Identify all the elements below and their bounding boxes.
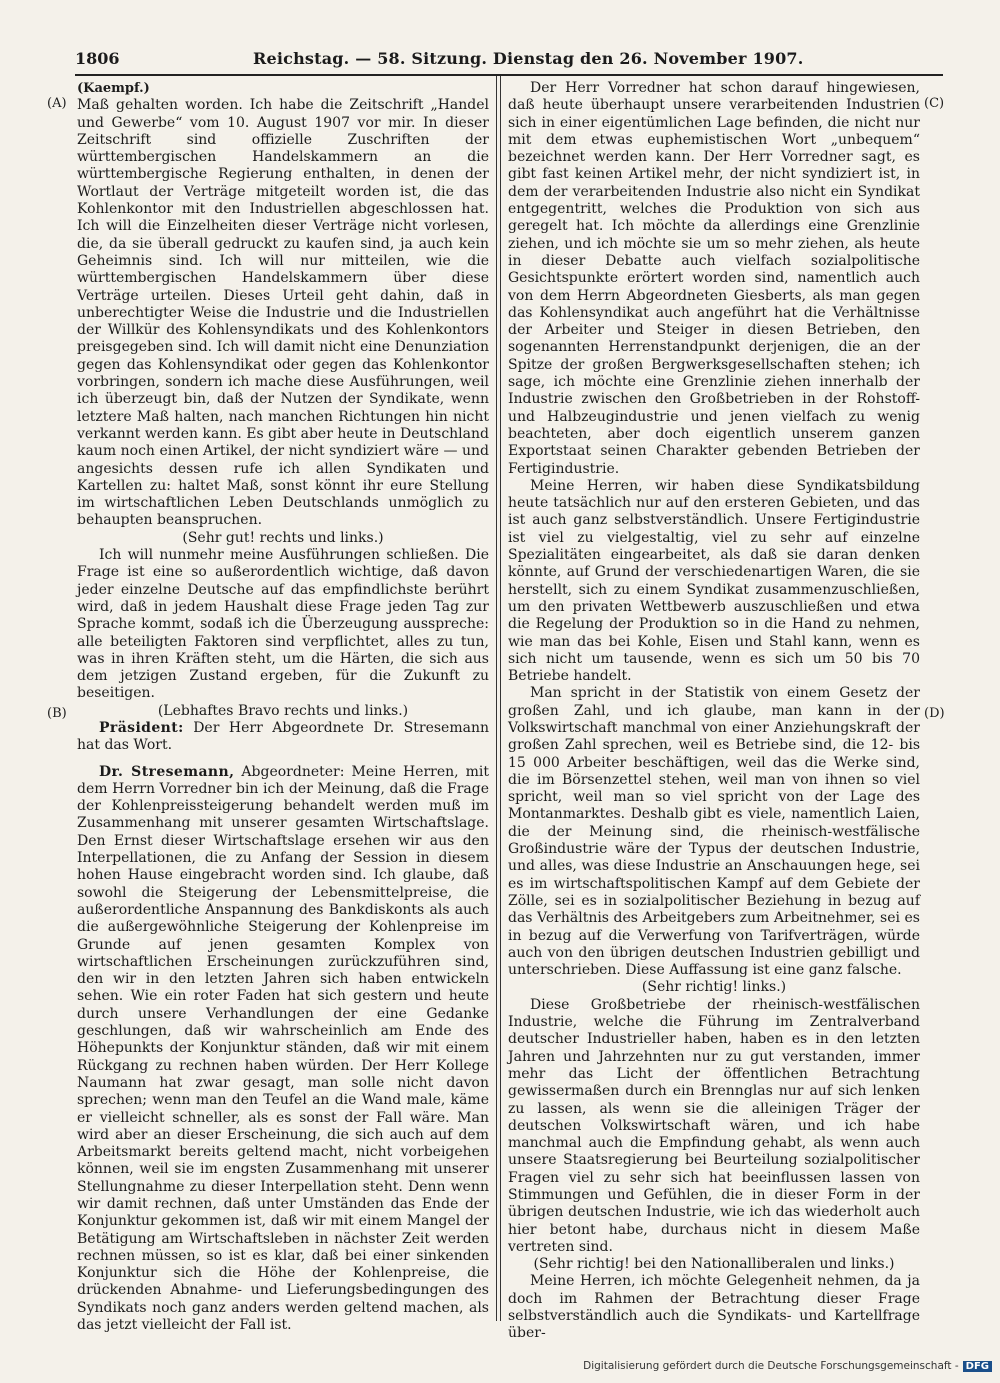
column-divider-inner	[500, 76, 501, 1321]
page-header	[75, 49, 943, 71]
speech-start	[77, 764, 489, 1335]
margin-marker-b: (B)	[47, 706, 67, 721]
dfg-logo-icon: DFG	[963, 1361, 992, 1372]
president-statement	[77, 720, 489, 755]
running-title: Reichstag. — 58. Sitzung. Dienstag den 26. November 1907.	[253, 49, 804, 68]
spacer	[77, 755, 489, 764]
annotation: (Lebhaftes Bravo rechts und links.)	[157, 702, 409, 719]
footer-text: Digitalisierung gefördert durch die Deutsche Forschungsgemeinschaft -	[583, 1360, 959, 1372]
annotation: (Sehr gut! rechts und links.)	[182, 529, 384, 546]
speech-text: Abgeordneter: Meine Herren, mit dem Herrn Vorredner bin ich der Meinung, daß die Frage der Kohlenpreissteigerung behandelt werden muß im Zusammenhang mit unserer gesamten Wirtschaftslage. Den Ernst dieser Wirtschaftslage ersehen wir aus den Interpellationen, die zu Anfang der Session in diesem hohen Hause eingebracht worden sind. Ich glaube, daß sowohl die Steigerung der Lebensmittelpreise, die außerordentliche Anspannung des Bankdiskonts als auch die außergewöhnliche Steigerung der Kohlenpreise im Grunde auf jenen gesamten Komplex von wirtschaftlichen Erscheinungen zurückzuführen sind, den wir in den letzten Jahren sich haben entwickeln sehen. Wie ein roter Faden hat sich gestern und heute durch unsere Verhandlungen der eine Gedanke geschlungen, daß wir wahrscheinlich am Ende des Höhepunkts der Konjunktur ständen, daß wir mit einem Rückgang zu rechnen haben würden. Der Herr Kollege Naumann hat zwar gesagt, man solle nicht davon sprechen; wenn man den Teufel an die Wand male, käme er vielleicht schneller, als es sonst der Fall wäre. Man wird aber an dieser Erscheinung, die sich auch auf dem Arbeitsmarkt bereits geltend macht, nicht vorbeigehen können, weil sie im engsten Zusammenhang mit unserer Stellungnahme zu dieser Interpellation steht. Denn wenn wir damit rechnen, daß unter Umständen das Ende der Konjunktur gekommen ist, daß wir mit einem Mangel der Betätigung am Wirtschaftsleben in nächster Zeit werden rechnen müssen, so ist es klar, daß bei einer sinkenden Konjunktur sich die Höhe der Kohlenpreise, die drückenden Abnahme- und Lieferungsbedingungen des Syndikats noch ganz anders werden geltend machen, als das jetzt vielleicht der Fall ist.	[77, 763, 490, 1334]
margin-marker-d: (D)	[924, 706, 945, 721]
header-rule	[75, 74, 943, 76]
paragraph: Meine Herren, wir haben diese Syndikatsbildung heute tatsächlich nur auf den ersteren Gebieten, und das ist auch ganz selbstverständlich. Unsere Fertigindustrie ist viel zu vielgestaltig, viel zu sehr auf einzelne Spezialitäten eingearbeitet, als daß sie daran denken könnte, auf Grund der verschiedenartigen Waren, die sie herstellt, sich zu einem Syndikat zusammenzuschließen, um den privaten Wettbewerb auszuschließen und etwa die Regelung der Produktion so in die Hand zu nehmen, wie man das bei Kohle, Eisen und Stahl kann, wenn es sich nicht um tausende, wenn es sich um 50 bis 70 Betriebe handelt.	[508, 477, 920, 685]
paragraph: Meine Herren, ich möchte Gelegenheit nehmen, da ja doch im Rahmen der Betrachtung dieser Frage selbstverständlich auch die Syndikats- und Kartellfrage über-	[508, 1273, 920, 1342]
speaker-name: Dr. Stresemann,	[99, 763, 235, 780]
right-column	[508, 80, 920, 1343]
funding-footer	[560, 1360, 992, 1378]
margin-marker-a: (A)	[47, 96, 67, 111]
paragraph: Ich will nunmehr meine Ausführungen schließen. Die Frage ist eine so außerordentlich wichtige, daß davon jeder einzelne Deutsche auf das empfindlichste berührt wird, daß in jedem Haushalt diese Frage jeden Tag zur Sprache kommt, sodaß ich die Überzeugung ausspreche: alle beteiligten Faktoren sind verpflichtet, alles zu tun, was in ihren Kräften steht, um die Härten, die sich aus dem jetzigen Zustand ergeben, für die Zukunft zu beseitigen.	[77, 547, 489, 702]
speaker-name: Präsident:	[99, 719, 184, 736]
page-number: 1806	[75, 49, 120, 68]
column-divider	[496, 76, 497, 1321]
speaker-continuation: (Kaempf.)	[77, 81, 150, 96]
margin-marker-c: (C)	[924, 96, 945, 111]
paragraph: Maß gehalten worden. Ich habe die Zeitschrift „Handel und Gewerbe“ vom 10. August 1907 vor mir. In dieser Zeitschrift sind offizielle Zuschriften der württembergischen Handelskammern an die württembergische Regierung enthalten, in denen der Wortlaut der Verträge mitgeteilt worden ist, die das Kohlenkontor mit den Industriellen abgeschlossen hat. Ich will die Einzelheiten dieser Verträge nicht vorlesen, die, da sie überall gedruckt zu kaufen sind, ja auch kein Geheimnis sind. Ich will nur mitteilen, wie die württembergischen Handelskammern über diese Verträge urteilen. Dieses Urteil geht dahin, daß in unberechtigter Weise die Industrie und die Industriellen der Willkür des Kohlensyndikats und des Kohlenkontors preisgegeben sind. Ich will damit nicht eine Denunziation gegen das Kohlensyndikat oder gegen das Kohlenkontor vorbringen, sondern ich mache diese Ausführungen, weil ich überzeugt bin, daß der Nutzen der Syndikate, wenn letztere Maß halten, nach manchen Richtungen hin nicht verkannt werden kann. Es gibt aber heute in Deutschland kaum noch einen Artikel, der nicht syndiziert wäre — und angesichts dessen rufe ich allen Syndikaten und Kartellen zu: haltet Maß, sonst könnt ihr eure Stellung im wirtschaftlichen Leben Deutschlands unmöglich zu behaupten beanspruchen.	[77, 97, 489, 529]
left-column	[77, 80, 489, 1334]
statement-text: Der Herr Abgeordnete Dr. Stresemann hat das Wort.	[77, 719, 489, 754]
paragraph: Der Herr Vorredner hat schon darauf hingewiesen, daß heute überhaupt unsere verarbeitenden Industrien sich in einer eigentümlichen Lage befinden, die nicht nur mit dem etwas euphemistischen Wort „unbequem“ bezeichnet werden kann. Der Herr Vorredner sagt, es gibt fast keinen Artikel mehr, der nicht syndiziert ist, in dem der verarbeitenden Industrie also nicht ein Syndikat entgegentritt, welches die Produktion von sich aus geregelt hat. Ich möchte da allerdings eine Grenzlinie ziehen, und ich möchte sie um so mehr ziehen, als heute in dieser Debatte auch vielfach sozialpolitische Gesichtspunkte erörtert worden sind, namentlich auch von dem Herrn Abgeordneten Giesberts, als man gegen das Kohlensyndikat auch angeführt hat die Verhältnisse der Arbeiter und Steiger in diesen Betrieben, den sogenannten Herrenstandpunkt derjenigen, die an der Spitze der großen Bergwerksgesellschaften stehen; ich sage, ich möchte eine Grenzlinie ziehen innerhalb der Industrie zwischen den Großbetrieben in der Rohstoff- und Halbzeugindustrie und jenen vielfach zu wenig beachteten, aber doch eigentlich unserem ganzen Exportstaat seinen Charakter gebenden Betrieben der Fertigindustrie.	[508, 80, 920, 477]
annotation: (Sehr richtig! links.)	[641, 979, 787, 996]
paragraph: Man spricht in der Statistik von einem Gesetz der großen Zahl, und ich glaube, man kann in der Volkswirtschaft manchmal von einer Anziehungskraft der großen Zahl sprechen, weil es Betriebe sind, die 12- bis 15 000 Arbeiter beschäftigen, weil das die Werke sind, die im Börsenzettel stehen, weil man von ihnen so viel spricht, weil man so viel spricht von der Lage des Montanmarktes. Deshalb gibt es viele, namentlich Laien, die der Meinung sind, die rheinisch-westfälische Großindustrie wäre der Typus der deutschen Industrie, und alles, was diese Industrie an Anschauungen hege, sei es im wirtschaftspolitischen Kampf auf dem Gebiete der Zölle, sei es in sozialpolitischer Beziehung in bezug auf das Verhältnis des Arbeitgebers zum Arbeitnehmer, sei es in bezug auf die Verwerfung von Tarifverträgen, würde auch von den übrigen deutschen Industrien gebilligt und unterschrieben. Diese Auffassung ist eine ganz falsche.	[508, 685, 920, 979]
annotation: (Sehr richtig! bei den Nationalliberalen und links.)	[533, 1256, 895, 1273]
paragraph: Diese Großbetriebe der rheinisch-westfälischen Industrie, welche die Führung im Zentralverband deutscher Industrieller haben, haben es in den letzten Jahren und Jahrzehnten nur zu gut verstanden, immer mehr das Licht der öffentlichen Betrachtung gewissermaßen durch ein Brennglas nur auf sich lenken zu lassen, als wenn sie die alleinigen Träger der deutschen Volkswirtschaft wären, und ich habe manchmal auch die Empfindung gehabt, als wenn auch unsere Staatsregierung bei Beurteilung sozialpolitischer Fragen viel zu sehr sich hat beeinflussen lassen von Stimmungen und Gefühlen, die in dieser Form in der übrigen deutschen Industrie, wie ich das wiederholt auch hier betont habe, durchaus nicht in diesem Maße vertreten sind.	[508, 996, 920, 1255]
